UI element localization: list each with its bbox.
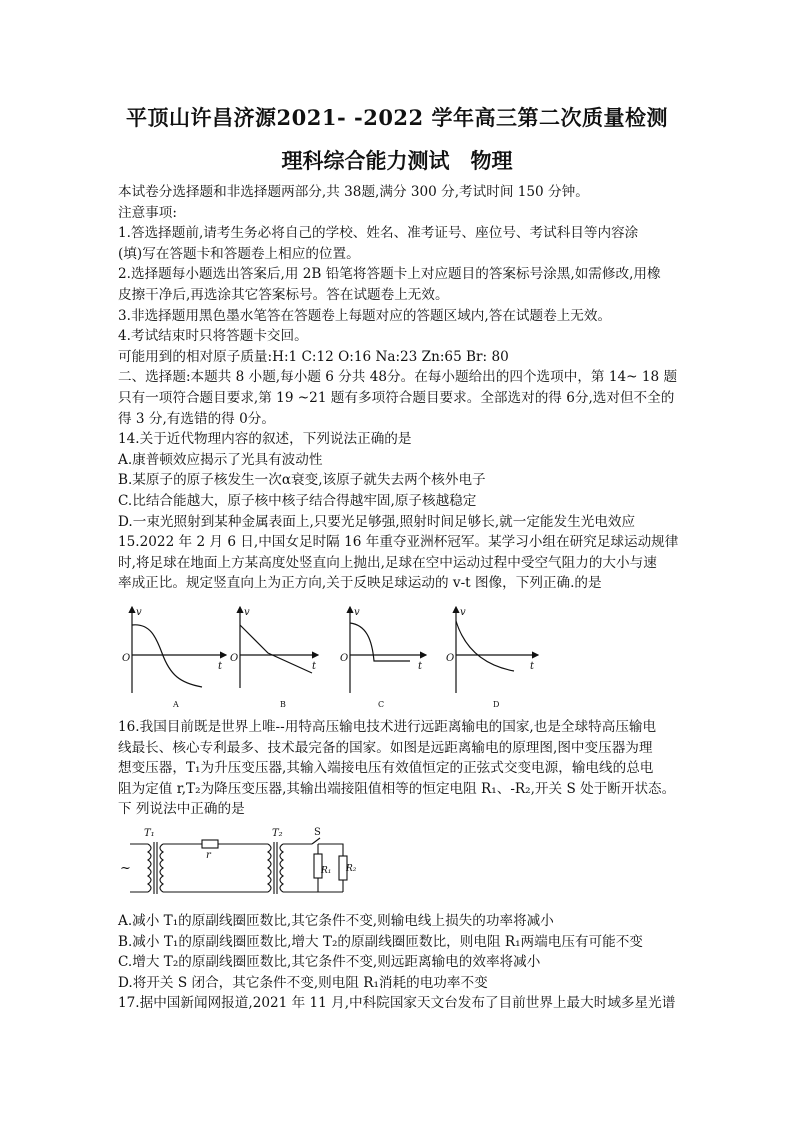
text-line: 线最长、核心专利最多、技术最完备的国家。如图是远距离输电的原理图,图中变压器为理	[118, 739, 653, 756]
text-line: 时,将足球在地面上方某高度处竖直向上抛出,足球在空中运动过程中受空气阻力的大小与速	[118, 554, 657, 571]
option-line: A.减小 T₁的原副线圈匝数比,其它条件不变,则输电线上损失的功率将减小	[118, 913, 554, 929]
text-line: 本试卷分选择题和非选择题两部分,共 38题,满分 300 分,考试时间 150 分钟。	[118, 184, 589, 200]
text-line: 可能用到的相对原子质量:H:1 C:12 O:16 Na:23 Zn:65 Br: 80	[118, 348, 509, 365]
page-title: 平顶山许昌济源2021- -2022 学年高三第二次质量检测	[126, 105, 668, 130]
axis-t-label: t	[312, 661, 317, 672]
text-line: 下 列说法中正确的是	[118, 801, 245, 818]
origin-label: O	[122, 653, 131, 664]
option-line: B.减小 T₁的原副线圈匝数比,增大 T₂的原副线圈匝数比，则电阻 R₁两端电压有可能不变	[118, 933, 643, 950]
axis-t-label: t	[218, 661, 223, 672]
option-line: A.康普顿效应揭示了光具有波动性	[118, 451, 323, 468]
t1-label: T₁	[144, 828, 155, 839]
axis-t-label: t	[530, 661, 535, 672]
axis-v-label: v	[136, 607, 142, 618]
axis-t-label: t	[418, 661, 423, 672]
text-line: 注意事项:	[118, 204, 177, 221]
question-15: 15.2022 年 2 月 6 日,中国女足时隔 16 年重夺亚洲杯冠军。某学习小组在研究足球运动规律	[118, 534, 679, 551]
question-14: 14.关于近代物理内容的叙述，下列说法正确的是	[118, 431, 412, 448]
transmission-circuit-figure	[118, 826, 358, 908]
text-line: 4.考试结束时只将答题卡交回。	[118, 328, 308, 345]
graph-label-c: C	[378, 700, 385, 709]
option-line: D.一束光照射到某种金属表面上,只要光足够强,照射时间足够长,就一定能发生光电效应	[118, 513, 636, 530]
r-label: r	[206, 850, 211, 861]
text-line: 阻为定值 r,T₂为降压变压器,其输出端接阻值相等的恒定电阻 R₁、-R₂,开关 S 处于断开状态。	[118, 780, 676, 797]
intro-text	[118, 182, 688, 594]
graph-label-a: A	[173, 700, 179, 709]
text-line: 只有一项符合题目要求,第 19 ~21 题有多项符合题目要求。全部选对的得 6分,选对但不全的	[118, 389, 675, 406]
graph-label-b: B	[280, 700, 286, 709]
text-line: 率成正比。规定竖直向上为正方向,关于反映足球运动的 v-t 图像，下列正确.的是	[118, 575, 602, 592]
graph-label-d: D	[493, 700, 500, 709]
text-line: (填)写在答题卡和答题卷上相应的位置。	[118, 245, 360, 262]
page-subtitle: 理科综合能力测试 物理	[281, 148, 513, 173]
text-line: 1.答选择题前,请考生务必将自己的学校、姓名、准考证号、座位号、考试科目等内容涂	[118, 225, 639, 242]
option-line: C.比结合能越大，原子核中核子结合得越牢固,原子核越稳定	[118, 492, 477, 509]
axis-v-label: v	[460, 607, 466, 618]
question-16-options	[118, 911, 688, 1014]
text-line: 皮擦干净后,再选涂其它答案标号。答在试题卷上无效。	[118, 286, 449, 303]
text-line: 想变压器，T₁为升压变压器,其输入端接电压有效值恒定的正弦式交变电源，输电线的总电	[118, 760, 654, 777]
text-line: 得 3 分,有选错的得 0分。	[118, 410, 275, 427]
option-line: C.增大 T₂的原副线圈匝数比,其它条件不变,则远距离输电的效率将减小	[118, 954, 541, 971]
t2-label: T₂	[272, 828, 283, 839]
origin-label: O	[340, 653, 349, 664]
vt-graphs-figure	[118, 603, 548, 713]
r2-label: R₂	[346, 864, 357, 874]
origin-label: O	[230, 653, 239, 664]
question-17: 17.据中国新闻网报道,2021 年 11 月,中科院国家天文台发布了目前世界上最大时域多星光谱	[118, 995, 676, 1012]
switch-label: S	[314, 827, 321, 838]
text-line: 2.选择题每小题选出答案后,用 2B 铅笔将答题卡上对应题目的答案标号涂黑,如需修改,用橡	[118, 266, 661, 283]
option-line: B.某原子的原子核发生一次α衰变,该原子就失去两个核外电子	[118, 472, 486, 489]
ac-source-icon: ~	[120, 861, 131, 876]
r1-label: R₁	[321, 866, 332, 876]
text-line: 16.我国目前既是世界上唯--用特高压输电技术进行远距离输电的国家,也是全球特高压输电	[118, 719, 657, 735]
origin-label: O	[446, 653, 455, 664]
axis-v-label: v	[244, 607, 250, 618]
option-line: D.将开关 S 闭合，其它条件不变,则电阻 R₁消耗的电功率不变	[118, 974, 488, 991]
question-16	[118, 717, 688, 820]
axis-v-label: v	[354, 607, 360, 618]
text-line: 3.非选择题用黑色墨水笔答在答题卷上每题对应的答题区域内,答在试题卷上无效。	[118, 307, 612, 324]
text-line: 二、选择题:本题共 8 小题,每小题 6 分共 48分。在每小题给出的四个选项中，第 14~ 18 题	[118, 369, 678, 386]
